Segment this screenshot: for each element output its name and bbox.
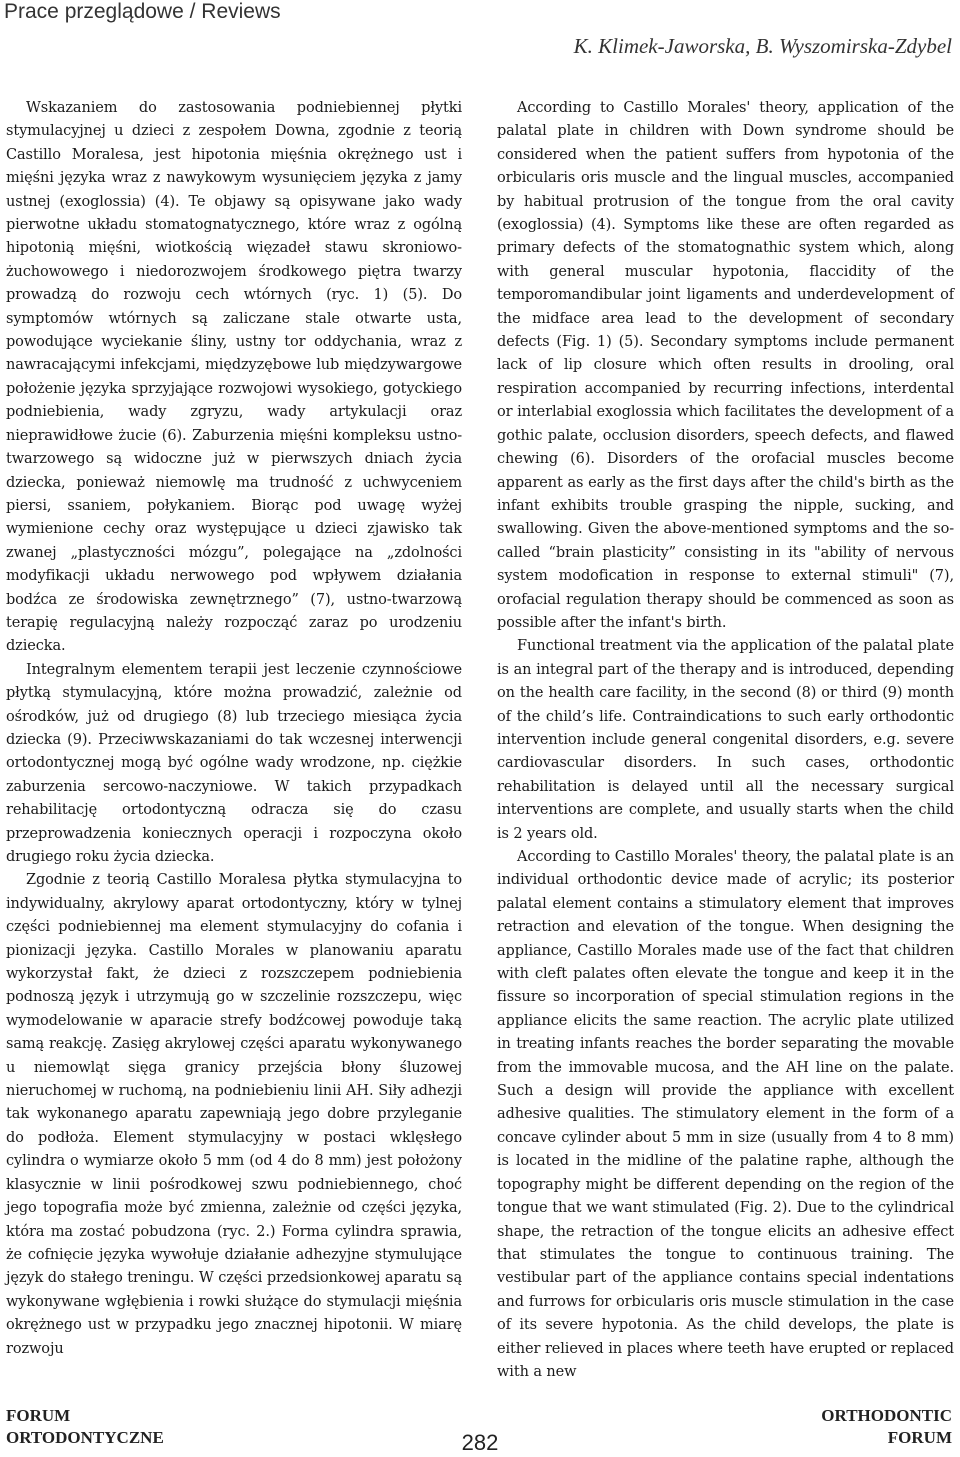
paragraph: Integralnym elementem terapii jest leczenie czynnościowe płytką stymulacyjną, które można prowadzić, zależnie od ośrodków, już od drugiego (8) lub trzeciego miesiąca życia dziecka (9). Przeciwwskazaniami do tak wczesnej interwencji ortodontycznej mogą być ogólne wady wrodzone, np. ciężkie zaburzenia sercowo-naczyniowe. W takich przypadkach rehabilitację ortodontyczną odracza się do czasu przeprowadzenia koniecznych operacji i rozpoczyna około drugiego roku życia dziecka.: [6, 661, 462, 865]
journal-name-line: FORUM: [887, 1428, 952, 1447]
paragraph: According to Castillo Morales' theory, application of the palatal plate in children with Down syndrome should be considered when the patient suffers from hypotonia of the orbicularis oris muscle and the lingual muscles, accompanied by habitual protrusion of the tongue from the oral cavity (exoglossia) (4). Symptoms like these are often regarded as primary defects of the stomatognathic system which, along with general muscular hypotonia, flaccidity of the temporomandibular joint ligaments and underdevelopment of the midface area lead to the development of secondary defects (Fig. 1) (5). Secondary symptoms include permanent lack of lip closure which often results in drooling, oral respiration accompanied by recurring infections, interdental or interlabial exoglossia which facilitates the development of a gothic palate, occlusion disorders, speech defects, and flawed chewing (6). Disorders of the orofacial muscles become apparent as early as the first days after the child's birth as the infant exhibits trouble grasping the nipple, sucking, and swallowing. Given the above-mentioned symptoms and the so-called “brain plasticity” consisting in its "ability of nervous system modofication in response to external stimuli" (7), orofacial regulation therapy should be commenced as soon as possible after the infant's birth.: [497, 100, 954, 631]
journal-name-line: FORUM: [6, 1406, 71, 1425]
page-number: 282: [461, 1430, 499, 1455]
paragraph: Zgodnie z teorią Castillo Moralesa płytka stymulacyjna to indywidualny, akrylowy aparat ortodontyczny, który w tylnej części podniebiennej ma element stymulacyjny do cofania i pionizacji języka. Castillo Morales w planowaniu aparatu wykorzystał fakt, że dzieci z rozszczepem podniebienia podnoszą język i utrzymują go w szczelinie rozszczepu, więc wymodelowanie w aparacie strefy bodźcowej powoduje taką samą reakcję. Zasięg akrylowej części aparatu wykonywanego u niemowląt sięga granicy przejścia błony śluzowej nieruchomej w ruchomą, na podniebieniu linii AH. Siły adhezji tak wykonanego aparatu zapewniają jego dobre przyleganie do podłoża. Element stymulacyjny w postaci wklęsłego cylindra o wymiarze około 5 mm (od 4 do 8 mm) jest położony klasycznie w linii pośrodkowej szwu podniebiennego, choć jego topografia może być zmienna, zależnie od części języka, która ma zostać pobudzona (ryc. 2.) Forma cylindra sprawia, że cofnięcie języka wywołuje działanie adhezyjne stymulujące język do stałego treningu. W części przedsionkowej aparatu są wykonywane wgłębienia i rowki służące do stymulacji mięśnia okrężnego ust w przypadku jego znacznej hipotonii. W miarę rozwoju: [6, 872, 462, 1357]
english-text-column: [497, 97, 954, 1384]
paragraph: Wskazaniem do zastosowania podniebiennej płytki stymulacyjnej u dzieci z zespołem Downa, zgodnie z teorią Castillo Moralesa, jest hipotonia mięśnia okrężnego ust i mięśni języka wraz z nawykowym wysunięciem języka z jamy ustnej (exoglossia) (4). Te objawy są opisywane jako wady pierwotne układu stomatognatycznego, które wraz z ogólną hipotonią mięśni, wiotkością więzadeł stawu skroniowo-żuchowowego i niedorozwojem środkowego piętra twarzy prowadzą do rozwoju cech wtórnych (ryc. 1) (5). Do symptomów wtórnych są zaliczane stale otwarte usta, powodujące wyciekanie śliny, ustny tor oddychania, wraz z nawracającymi infekcjami, międzyzębowe lub międzywargowe położenie języka sprzyjające rozwojowi wysokiego, gotyckiego podniebienia, wady zgryzu, wady artykulacji oraz nieprawidłowe żucie (6). Zaburzenia mięśni kompleksu ustno-twarzowego są widoczne już w pierwszych dniach życia dziecka, ponieważ niemowlę ma trudność z uchwyceniem piersi, ssaniem, połykaniem. Biorąc pod uwagę wyżej wymienione cechy oraz występujące u dzieci zjawisko tak zwanej „plastyczności mózgu”, polegające na „zdolności modyfikacji układu nerwowego pod wpływem działania bodźca ze środowiska zewnętrznego” (7), ustno-twarzową terapię regulacyjną należy rozpocząć zaraz po urodzeniu dziecka.: [6, 100, 462, 655]
paragraph: According to Castillo Morales' theory, the palatal plate is an individual orthodontic device made of acrylic; its posterior palatal element contains a stimulatory element that improves retraction and elevation of the tongue. When designing the appliance, Castillo Morales made use of the fact that children with cleft palates often elevate the tongue and keep it in the fissure so incorporation of special stimulation regions in the appliance elicits the same reaction. The acrylic plate utilized in treating infants reaches the border separating the movable from the immovable mucosa, and the AH line on the palate. Such a design will provide the appliance with excellent adhesive qualities. The stimulatory element in the form of a concave cylinder about 5 mm in size (usually from 4 to 8 mm) is located in the midline of the palatine raphe, although the topography might be different depending on the region of the tongue that we want stimulated (Fig. 2). Due to the cylindrical shape, the retraction of the tongue elicits an adhesive effect that stimulates the tongue to continuous training. The vestibular part of the appliance contains special indentations and furrows for orbicularis oris muscle stimulation in the case of its severe hypotonia. As the child develops, the plate is either relieved in places where teeth have erupted or replaced with a new: [497, 849, 954, 1380]
journal-name-line: ORTHODONTIC: [821, 1406, 952, 1425]
journal-name-english: [821, 1405, 952, 1449]
polish-text-column: [6, 97, 462, 1361]
paragraph: Functional treatment via the application of the palatal plate is an integral part of the therapy and is introduced, depending on the health care facility, in the second (8) or third (9) month of the child’s life. Contraindications to such early orthodontic intervention include general congenital disorders, e.g. severe cardiovascular disorders. In such cases, orthodontic rehabilitation is delayed until all the necessary surgical interventions are complete, and usually starts when the child is 2 years old.: [497, 638, 954, 842]
section-heading: Prace przeglądowe / Reviews: [4, 0, 281, 23]
journal-name-line: ORTODONTYCZNE: [6, 1428, 164, 1447]
authors-line: K. Klimek-Jaworska, B. Wyszomirska-Zdybel: [573, 34, 952, 58]
